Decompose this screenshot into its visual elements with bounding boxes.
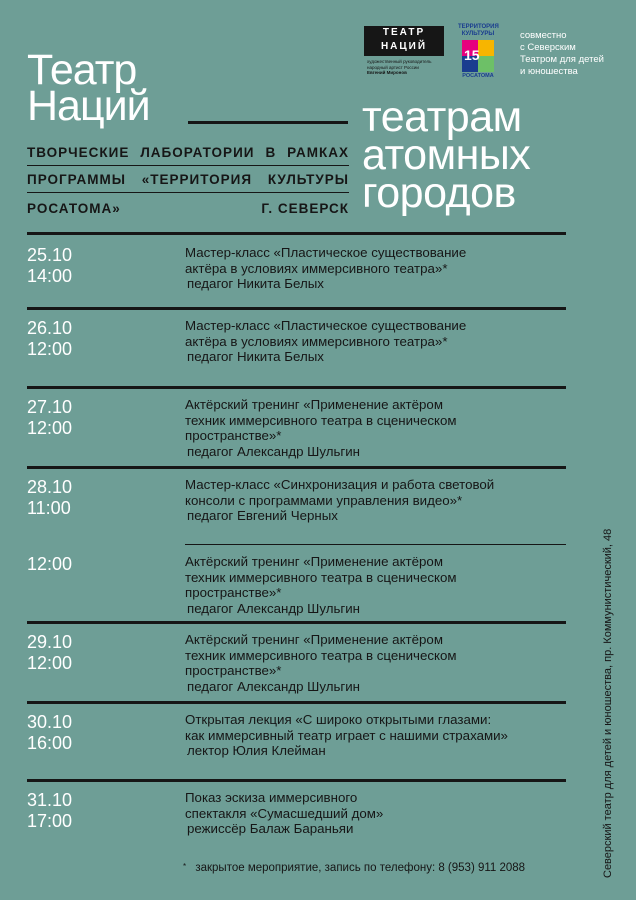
subtitle-rule — [27, 192, 349, 193]
schedule-divider — [27, 307, 566, 310]
partner-line: и юношества — [520, 66, 578, 77]
date-time: 17:00 — [27, 811, 73, 831]
subtitle-line-3 — [27, 201, 349, 219]
subtitle-word: В — [265, 145, 277, 160]
venue-address: Северский театр для детей и юношества, пр. Коммунистический, 48 — [602, 528, 614, 878]
schedule-date — [27, 477, 72, 519]
schedule-divider — [27, 466, 566, 469]
subtitle-word: ЛАБОРАТОРИИ — [140, 145, 255, 160]
schedule-date — [27, 632, 72, 674]
event-person: педагог Евгений Черных — [187, 508, 338, 523]
partner-line: совместно — [520, 30, 567, 41]
subtitle-line-2 — [27, 172, 349, 190]
event-text: актёра в условиях иммерсивного театра»* — [185, 333, 448, 349]
logo-text: РОСАТОМА — [462, 73, 494, 79]
title-line-2: Наций — [27, 82, 150, 130]
subtitle-word: ТВОРЧЕСКИЕ — [27, 145, 130, 160]
footnote-text: закрытое мероприятие, запись по телефону: 8 (953) 911 2088 — [195, 862, 526, 874]
event-text: Мастер-класс «Пластическое существование — [185, 318, 467, 333]
event-text: Открытая лекция «С широко открытыми глазами: — [185, 712, 492, 727]
schedule-event — [185, 318, 565, 365]
event-text: актёра в условиях иммерсивного театра»* — [185, 260, 448, 276]
event-person: педагог Никита Белых — [187, 349, 324, 364]
schedule-divider — [27, 779, 566, 782]
logo-text: НАЦИЙ — [380, 41, 428, 52]
date-day: 26.10 — [27, 318, 73, 338]
footnote — [183, 862, 525, 874]
subtitle-word: РОСАТОМА» — [27, 201, 121, 216]
date-day: 27.10 — [27, 397, 73, 417]
territory-culture-logo — [458, 24, 498, 82]
title-dash — [188, 121, 348, 124]
date-time: 12:00 — [27, 418, 73, 438]
event-text: Актёрский тренинг «Применение актёром — [185, 397, 443, 412]
schedule-event — [185, 554, 565, 616]
logo-text: ТЕРРИТОРИЯ — [458, 24, 499, 30]
event-text: Мастер-класс «Синхронизация и работа световой — [185, 477, 495, 492]
schedule-date — [27, 554, 72, 575]
teatr-natsiy-logo — [364, 26, 444, 56]
date-time: 16:00 — [27, 733, 73, 753]
event-text: техник иммерсивного театра в сценическом — [185, 647, 457, 663]
logo-text: КУЛЬТУРЫ — [461, 31, 495, 37]
logo-caption-line: народный артист России — [367, 64, 419, 70]
event-text: консоли с программами управления видео»* — [185, 492, 463, 508]
event-text: пространстве»* — [185, 663, 282, 678]
subtitle-rule — [27, 165, 349, 166]
subtitle-word: ПРОГРАММЫ — [27, 172, 126, 187]
date-day: 30.10 — [27, 712, 73, 732]
date-day: 28.10 — [27, 477, 73, 497]
event-text: Мастер-класс «Пластическое существование — [185, 245, 467, 260]
event-person: педагог Александр Шульгин — [187, 678, 361, 694]
schedule-event — [185, 477, 565, 524]
title-line-1: Театр — [27, 46, 137, 94]
event-text: спектакля «Сумасшедший дом» — [185, 805, 384, 821]
schedule-event — [185, 790, 565, 837]
subtitle-line-1 — [27, 145, 349, 163]
event-text: Показ эскиза иммерсивного — [185, 790, 358, 805]
page-title — [27, 46, 150, 130]
headline-line: театрам — [362, 93, 522, 141]
schedule-subdivider — [185, 544, 566, 545]
date-time: 12:00 — [27, 339, 73, 359]
schedule-date — [27, 318, 72, 360]
event-text: как иммерсивный театр играет с нашими страхами» — [185, 727, 508, 743]
headline-right — [362, 93, 531, 217]
logo-caption — [367, 59, 447, 76]
footnote-star: * — [183, 862, 187, 871]
logo-caption-line: художественный руководитель — [367, 59, 432, 64]
schedule-event — [185, 397, 565, 459]
schedule-date — [27, 245, 72, 287]
logo-number: 15 — [464, 47, 480, 63]
event-person: педагог Никита Белых — [187, 276, 324, 291]
schedule-divider — [27, 232, 566, 235]
partner-line: Театром для детей — [520, 54, 604, 65]
date-time: 14:00 — [27, 266, 73, 286]
event-text: Актёрский тренинг «Применение актёром — [185, 632, 443, 647]
schedule-event — [185, 632, 565, 694]
schedule-date — [27, 712, 72, 754]
event-text: пространстве»* — [185, 585, 282, 600]
schedule-date — [27, 397, 72, 439]
schedule-divider — [27, 621, 566, 624]
date-time: 12:00 — [27, 554, 73, 574]
partner-line: с Северским — [520, 42, 576, 53]
event-person: педагог Александр Шульгин — [187, 600, 361, 616]
date-time: 11:00 — [27, 498, 71, 518]
headline-line: атомных — [362, 131, 531, 179]
schedule-divider — [27, 386, 566, 389]
subtitle-word: Г. СЕВЕРСК — [261, 201, 349, 216]
event-text: техник иммерсивного театра в сценическом — [185, 569, 457, 585]
event-person: режиссёр Балаж Бараньяи — [187, 821, 354, 836]
logo-text: ТЕАТР — [382, 27, 426, 38]
schedule-date — [27, 790, 72, 832]
event-person: педагог Александр Шульгин — [187, 443, 361, 459]
subtitle-word: КУЛЬТУРЫ — [267, 172, 349, 187]
event-person: лектор Юлия Клейман — [187, 743, 326, 758]
event-text: Актёрский тренинг «Применение актёром — [185, 554, 443, 569]
partner-note — [520, 30, 630, 78]
event-text: техник иммерсивного театра в сценическом — [185, 412, 457, 428]
date-day: 29.10 — [27, 632, 73, 652]
date-day: 31.10 — [27, 790, 73, 810]
schedule-divider — [27, 701, 566, 704]
subtitle-word: «ТЕРРИТОРИЯ — [141, 172, 253, 187]
logo-caption-line: Евгений Миронов — [367, 70, 407, 75]
headline-line: городов — [362, 169, 516, 217]
schedule-event — [185, 712, 565, 759]
date-time: 12:00 — [27, 653, 73, 673]
event-text: пространстве»* — [185, 428, 282, 443]
subtitle-word: РАМКАХ — [287, 145, 349, 160]
schedule-event — [185, 245, 565, 292]
logo-mark-icon — [462, 40, 494, 72]
date-day: 25.10 — [27, 245, 73, 265]
